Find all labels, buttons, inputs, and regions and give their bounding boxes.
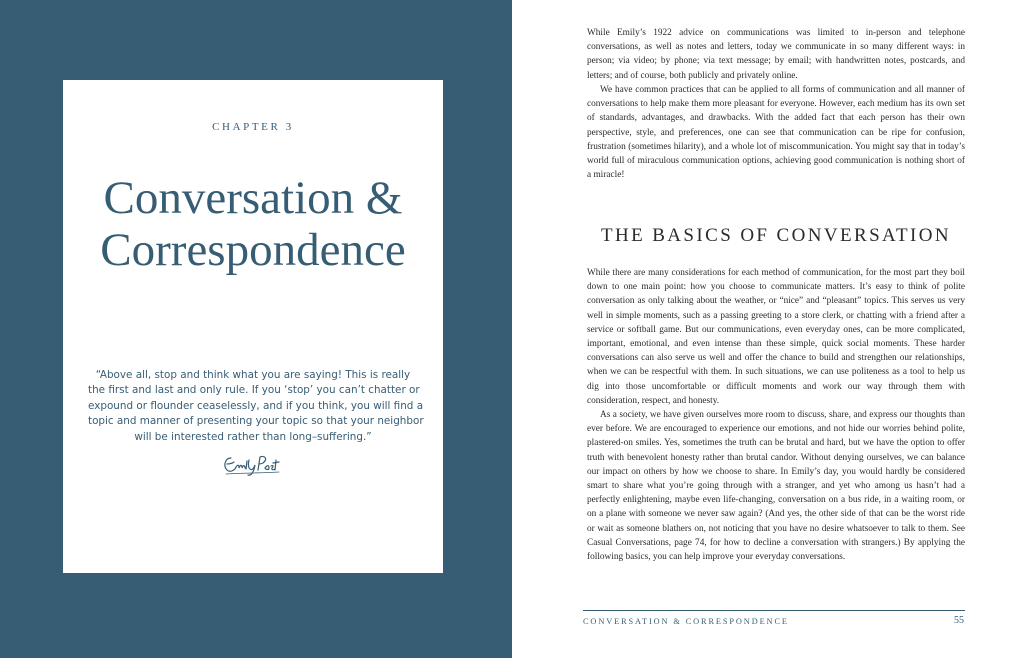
intro-paragraph-1: While Emily’s 1922 advice on communications was limited to in-person and telephone conversations, as well as notes and letters, today we communicate in so many different ways: in person; via video; by phone; via text message; by email; with handwritten notes, postcards, and letters; and of course, both publicly and privately online.: [587, 28, 965, 81]
chapter-title: [63, 172, 443, 276]
running-footer-title: CONVERSATION & CORRESPONDENCE: [583, 617, 789, 626]
intro-paragraph-2: We have common practices that can be applied to all forms of communication and all manner of conversations to help make them more pleasant for everyone. However, each medium has its own set of standards, advantages, and drawbacks. With the added fact that each person has their own perspective, style, and preferences, one can see that communication can be ripe for confusion, frustration (sometimes hilarity), and a whole lot of miscommunication. You might say that in today’s world full of miraculous communication options, achieving good communication is nothing short of a miracle!: [587, 85, 965, 181]
page-number: 55: [954, 615, 964, 626]
chapter-opener-card: [63, 80, 443, 573]
epigraph-quote: [88, 368, 424, 445]
right-page: [512, 0, 1024, 658]
quote-line: “Above all, stop and think what you are saying! This is really: [95, 369, 411, 381]
emily-post-signature: [221, 452, 281, 478]
section-paragraph-1: While there are many considerations for each method of communication, for the most part they boil down to one main point: how you choose to communicate matters. It’s easy to think of polite conversation as only talking about the weather, or “nice” and “pleasant” topics. This serves us very well in simple moments, such as a passing greeting to a store clerk, or chatting with a friend after a service or softball game. But our communications, even everyday ones, can be more complicated, important, emotional, and even intense than these simple, quick social moments. These harder conversations can also serve us well and offer the chance to build and strengthen our relationships, when we can be respectful with them. In such situations, we can use politeness as a tool to help us dig into those uncomfortable or difficult moments and work our way through them with consideration, respect, and honesty.: [587, 268, 965, 406]
section-heading: THE BASICS OF CONVERSATION: [600, 225, 952, 246]
chapter-title-line-2: Correspondence: [100, 224, 406, 276]
quote-line: expound or flounder ceaselessly, and if you think, you will find a: [88, 399, 424, 412]
quote-line: will be interested rather than long–suffering.”: [134, 430, 372, 443]
section-paragraph-2: As a society, we have given ourselves more room to discuss, share, and express our thoughts than ever before. We are encouraged to experience our emotions, and not hide our worries behind polite, plastered-on smiles. Yes, sometimes the truth can be brutal and hard, but we have the option to offer truth with benevolent honesty rather than brutal candor. Without denying ourselves, we can balance our impact on others by how we choose to share. In Emily’s day, you would hardly be considered smart to share what you’re going through with a stranger, and yet who among us hasn’t had a perfectly enlightening, maybe even life-changing, conversation on a bus ride, in a waiting room, or on a plane with someone we never saw again? (And yes, the other side of that can be the worst ride or wait as someone blathers on, not noticing that you have no desire whatsoever to talk to them. See Casual Conversations, page 74, for how to decline a conversation with strangers.) By applying the following basics, you can help improve your everyday conversations.: [587, 410, 965, 563]
quote-line: topic and manner of presenting your topic so that your neighbor: [88, 415, 424, 428]
footer-divider: [583, 610, 965, 611]
chapter-label: CHAPTER 3: [212, 121, 294, 133]
quote-line: the first and last and only rule. If you ‘stop’ you can’t chatter or: [88, 384, 420, 397]
chapter-title-line-1: Conversation &: [103, 172, 403, 224]
